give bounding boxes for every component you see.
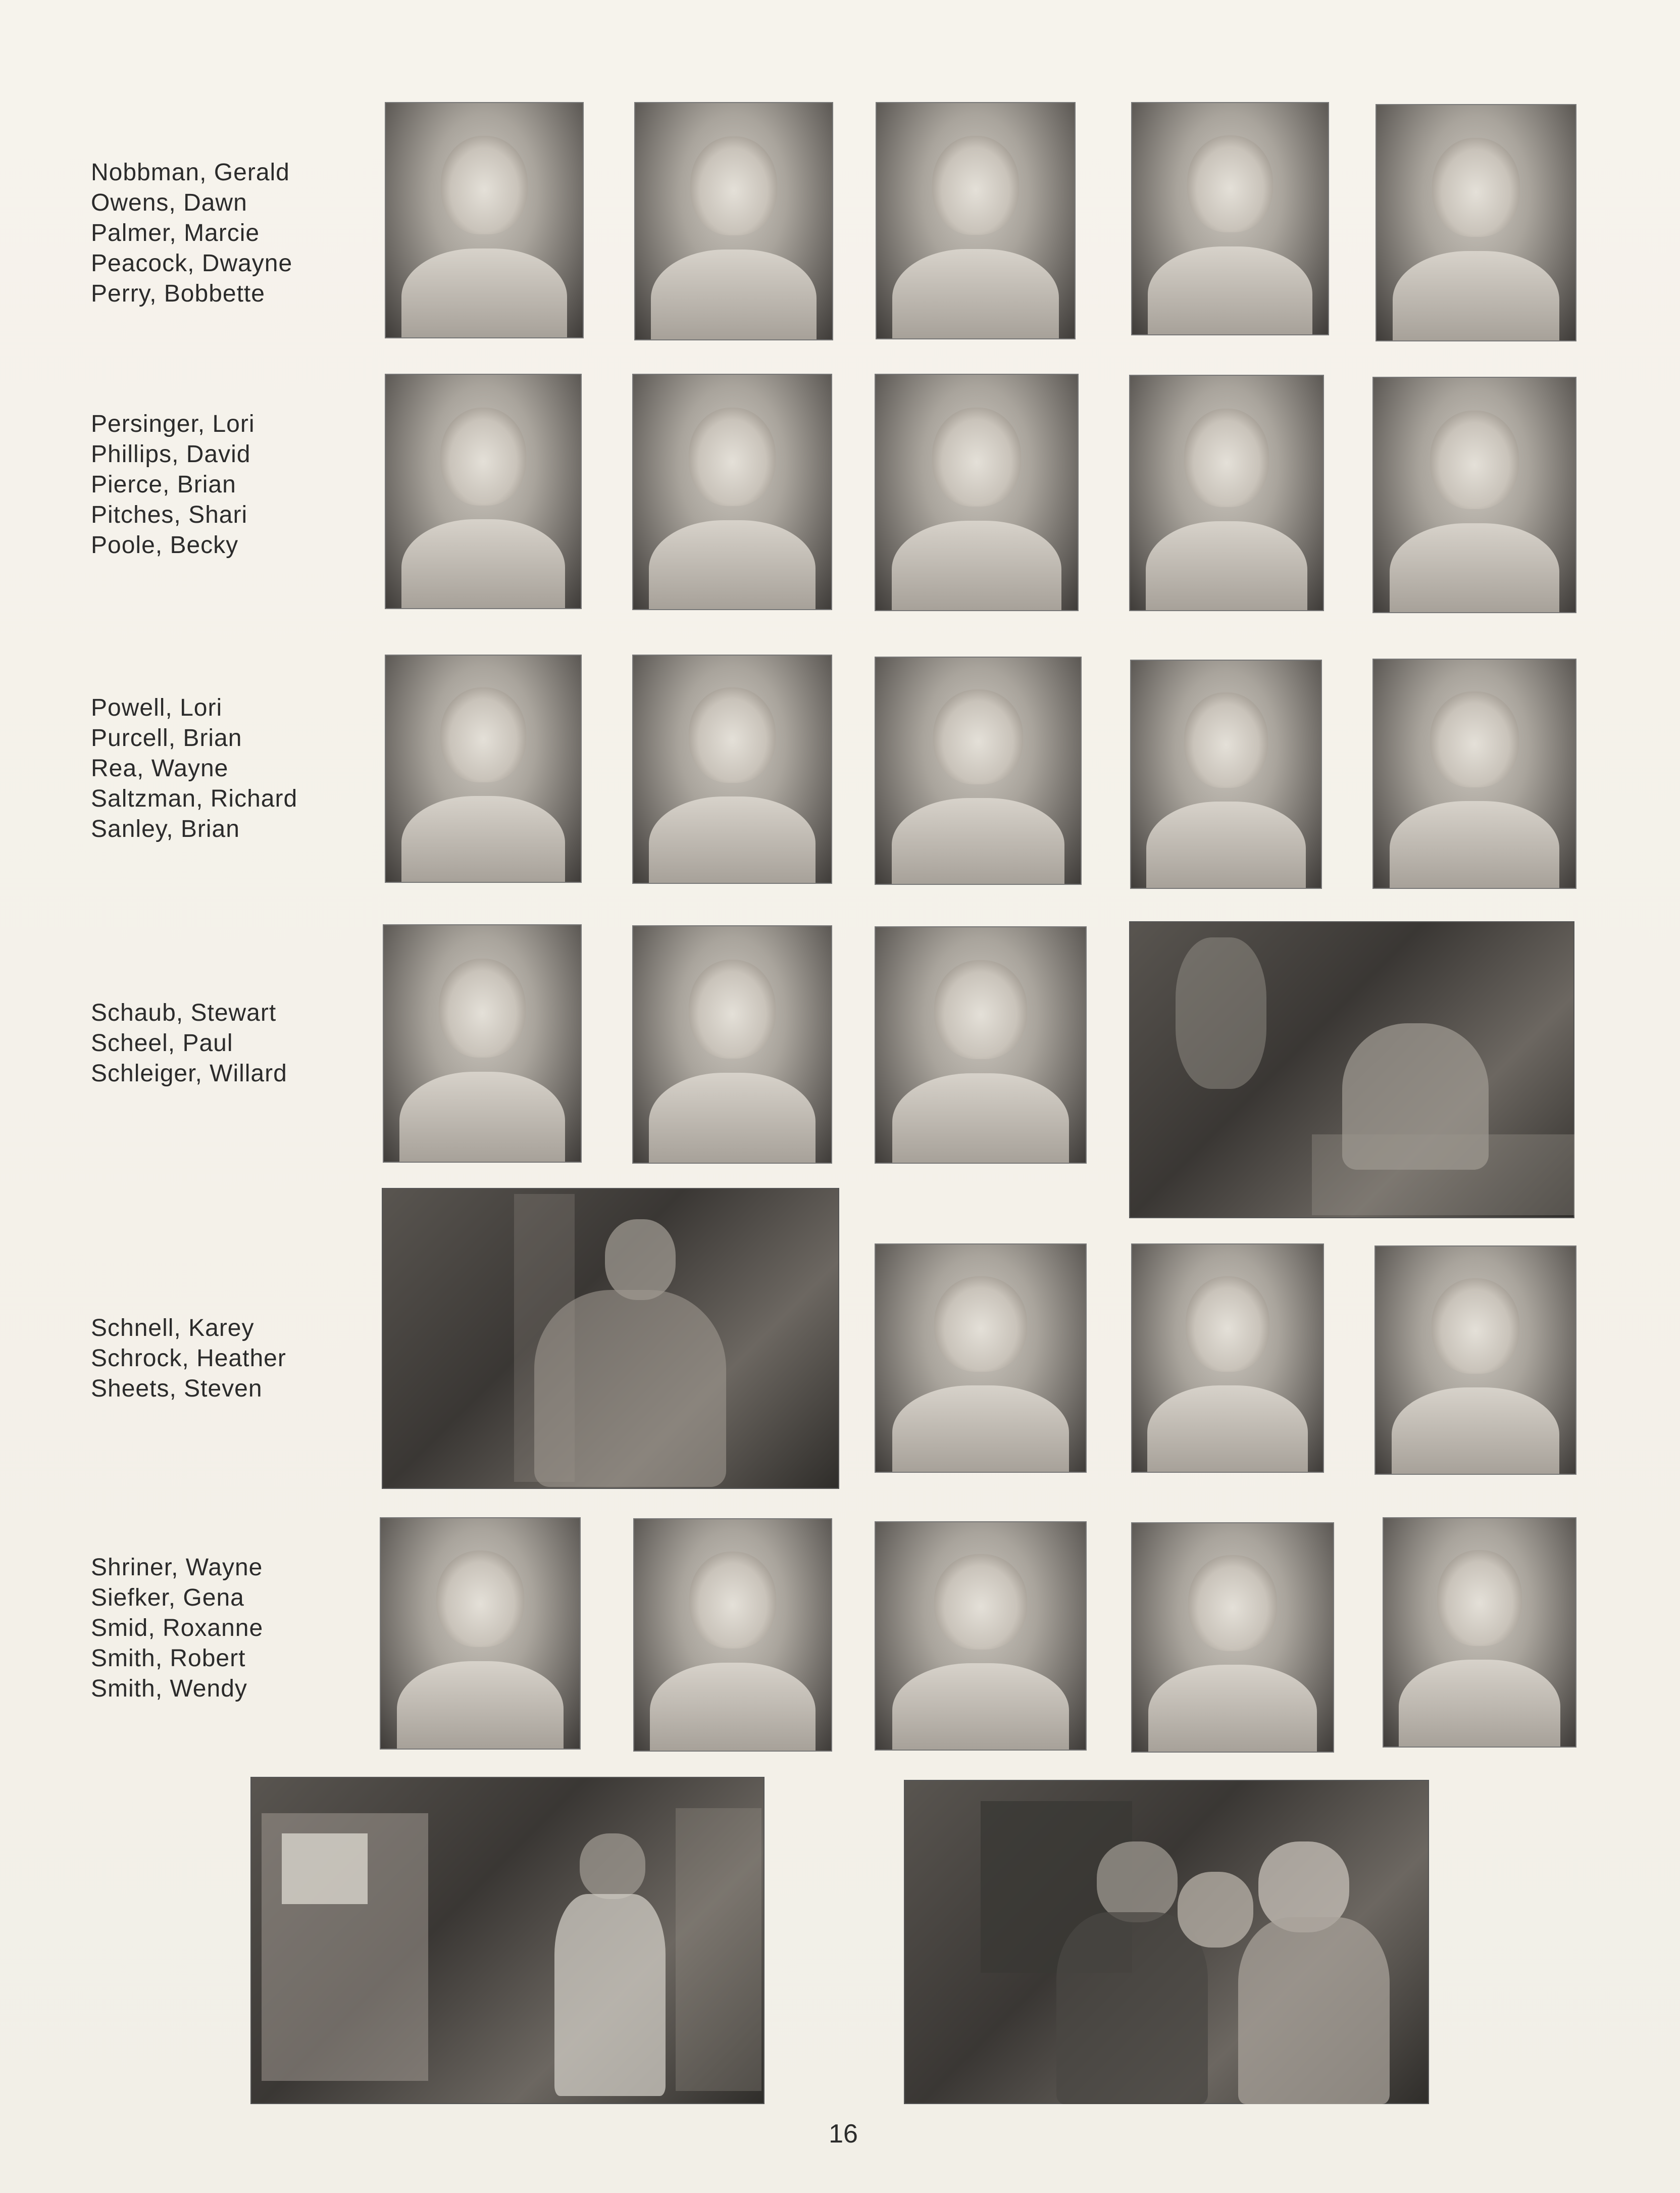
portrait-photo bbox=[1383, 1517, 1576, 1748]
student-name: Scheel, Paul bbox=[91, 1030, 233, 1057]
student-name: Schrock, Heather bbox=[91, 1345, 286, 1372]
portrait-photo bbox=[1131, 102, 1329, 335]
student-name: Phillips, David bbox=[91, 441, 251, 468]
student-name: Powell, Lori bbox=[91, 694, 223, 721]
portrait-photo bbox=[1374, 1245, 1576, 1475]
portrait-photo bbox=[875, 1521, 1087, 1751]
student-name: Smith, Wendy bbox=[91, 1675, 247, 1702]
candid-photo-library bbox=[904, 1780, 1429, 2104]
candid-photo-tv-studio bbox=[250, 1777, 765, 2104]
student-name: Purcell, Brian bbox=[91, 725, 242, 752]
name-list-group-4 bbox=[91, 998, 287, 1089]
candid-photo-stage bbox=[382, 1188, 839, 1489]
student-name: Sanley, Brian bbox=[91, 816, 240, 842]
name-list-group-2 bbox=[91, 409, 255, 561]
student-name: Schaub, Stewart bbox=[91, 1000, 277, 1026]
name-list-group-3 bbox=[91, 693, 297, 844]
student-name: Peacock, Dwayne bbox=[91, 250, 293, 277]
student-name: Pitches, Shari bbox=[91, 502, 248, 528]
student-name: Sheets, Steven bbox=[91, 1375, 263, 1402]
page-number: 16 bbox=[829, 2119, 858, 2149]
portrait-photo bbox=[875, 1243, 1087, 1473]
portrait-photo bbox=[876, 102, 1076, 339]
student-name: Rea, Wayne bbox=[91, 755, 229, 782]
portrait-photo bbox=[632, 925, 832, 1164]
portrait-photo bbox=[383, 924, 582, 1163]
portrait-photo bbox=[380, 1517, 581, 1750]
portrait-photo bbox=[1372, 377, 1576, 613]
portrait-photo bbox=[385, 374, 582, 609]
student-name: Siefker, Gena bbox=[91, 1584, 244, 1611]
student-name: Schleiger, Willard bbox=[91, 1060, 287, 1087]
student-name: Smid, Roxanne bbox=[91, 1615, 264, 1641]
portrait-photo bbox=[385, 102, 584, 338]
portrait-photo bbox=[632, 374, 832, 610]
portrait-photo bbox=[1372, 659, 1576, 889]
student-name: Nobbman, Gerald bbox=[91, 159, 290, 186]
student-name: Persinger, Lori bbox=[91, 411, 255, 437]
name-list-group-5 bbox=[91, 1313, 286, 1404]
candid-photo-classroom bbox=[1129, 921, 1574, 1218]
portrait-photo bbox=[875, 374, 1079, 611]
portrait-photo bbox=[632, 655, 832, 884]
student-name: Pierce, Brian bbox=[91, 471, 236, 498]
student-name: Schnell, Karey bbox=[91, 1315, 254, 1341]
portrait-photo bbox=[875, 657, 1082, 885]
student-name: Smith, Robert bbox=[91, 1645, 246, 1672]
portrait-photo bbox=[1376, 104, 1576, 341]
student-name: Saltzman, Richard bbox=[91, 785, 298, 812]
portrait-photo bbox=[1130, 660, 1322, 889]
portrait-photo bbox=[1131, 1243, 1324, 1473]
student-name: Shriner, Wayne bbox=[91, 1554, 263, 1581]
student-name: Owens, Dawn bbox=[91, 189, 247, 216]
student-name: Perry, Bobbette bbox=[91, 280, 265, 307]
portrait-photo bbox=[1129, 375, 1324, 611]
portrait-photo bbox=[634, 102, 833, 340]
portrait-photo bbox=[875, 926, 1087, 1164]
portrait-photo bbox=[1131, 1522, 1334, 1753]
portrait-photo bbox=[385, 655, 582, 883]
name-list-group-1 bbox=[91, 158, 292, 309]
name-list-group-6 bbox=[91, 1553, 263, 1704]
student-name: Palmer, Marcie bbox=[91, 220, 260, 246]
portrait-photo bbox=[633, 1518, 832, 1752]
student-name: Poole, Becky bbox=[91, 532, 239, 559]
